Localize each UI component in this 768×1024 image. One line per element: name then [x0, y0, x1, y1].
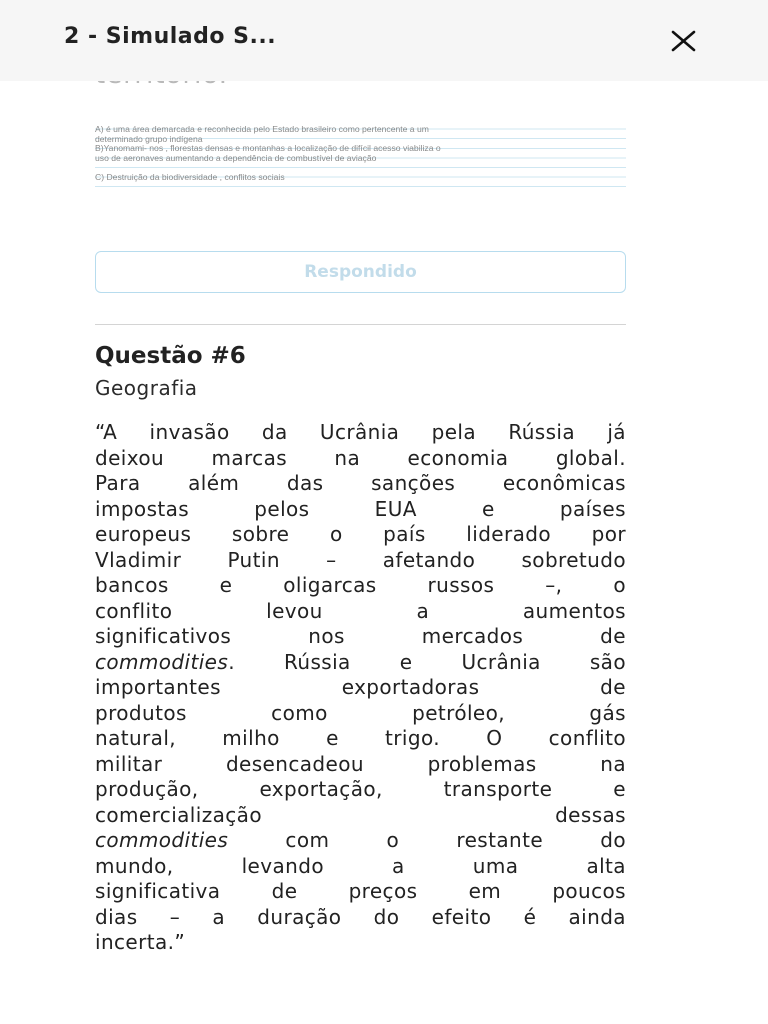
question-word: conflito [548, 726, 626, 750]
question-word: militar [95, 751, 163, 776]
question-word: impostas [95, 496, 190, 521]
page-title: 2 - Simulado S... [64, 24, 277, 49]
question-word: efeito [431, 904, 492, 929]
question-word: da [261, 420, 288, 444]
question-title: Questão #6 [95, 343, 246, 369]
question-word: ainda [568, 904, 626, 929]
question-word: significativos [95, 624, 232, 648]
question-word: produção, [95, 777, 199, 801]
question-word: a [212, 904, 226, 929]
question-text-line [95, 471, 626, 497]
question-text-line [95, 803, 626, 829]
question-word: problemas [427, 751, 537, 776]
question-word: país [383, 522, 426, 546]
question-text-line [95, 930, 626, 956]
question-word: nos [308, 624, 345, 648]
question-word: produtos [95, 700, 187, 725]
question-text-line [95, 497, 626, 523]
question-word: invasão [149, 420, 230, 444]
question-word: Putin [227, 547, 280, 572]
question-word: como [271, 700, 328, 725]
question-word: levou [266, 598, 323, 623]
question-word: exportadoras [341, 675, 480, 699]
question-word: das [286, 471, 324, 495]
question-word: natural, [95, 726, 177, 750]
question-word: o [329, 522, 343, 546]
question-text-line [95, 726, 626, 752]
question-word: –, [545, 573, 563, 597]
question-word: e [326, 726, 339, 750]
question-word: econômicas [502, 471, 626, 495]
question-text-line [95, 777, 626, 803]
question-word: – [169, 904, 181, 929]
question-word: milho [222, 726, 280, 750]
question-word: “A [95, 420, 118, 444]
question-word: marcas [211, 445, 288, 470]
question-word: e [399, 649, 413, 674]
question-word: exportação, [259, 777, 383, 801]
question-word: sobre [231, 522, 290, 546]
question-word: são [589, 649, 626, 674]
question-word: desencadeou [225, 751, 364, 776]
question-word: Ucrânia [461, 649, 541, 674]
question-word: transporte [443, 777, 553, 801]
question-word: levando [241, 853, 324, 878]
question-statement [95, 420, 626, 956]
question-word: e [219, 573, 233, 597]
question-word: aumentos [522, 598, 626, 623]
question-word: Rússia [508, 420, 576, 444]
question-word: a [392, 853, 405, 878]
question-word: deixou [95, 445, 165, 470]
question-word: de [600, 675, 626, 699]
question-word: Ucrânia [319, 420, 400, 444]
question-word: comercialização [95, 802, 262, 827]
question-text-line [95, 675, 626, 701]
question-word: por [591, 522, 626, 546]
question-text-line [95, 599, 626, 625]
header-bar [0, 0, 768, 81]
question-word: é [523, 904, 537, 929]
question-text-line [95, 905, 626, 931]
answer-b-line-1: B)Yanomami- nos , florestas densas e montanhas a localização de difícil acesso viabiliza o [95, 143, 441, 154]
question-word: incerta.” [95, 930, 186, 954]
question-word: poucos [552, 879, 626, 903]
question-word: o [386, 828, 400, 852]
answer-b-line-2: uso de aeronaves aumentando a dependência de combustível de aviação [95, 152, 377, 163]
question-word: do [373, 904, 400, 929]
close-button[interactable] [664, 22, 702, 60]
question-word: commodities [95, 828, 229, 852]
question-word: Vladimir [95, 547, 182, 572]
question-word: países [559, 496, 626, 521]
answer-c-line-1: C) Destruição da biodiversidade , conflitos sociais [95, 172, 285, 183]
question-word: EUA [374, 496, 417, 521]
question-word: na [600, 751, 626, 776]
question-text-line [95, 828, 626, 854]
question-text-line [95, 420, 626, 446]
question-text-line [95, 573, 626, 599]
section-divider [95, 324, 626, 325]
submitted-answer-sheet [95, 120, 626, 195]
question-word: significativa [95, 879, 221, 903]
question-word: uma [472, 853, 519, 878]
question-word: Rússia [283, 649, 351, 674]
question-word: afetando [382, 547, 476, 572]
question-word: sobretudo [521, 547, 626, 572]
question-word: restante [456, 828, 544, 852]
question-word: preços [348, 879, 418, 903]
question-word: importantes [95, 675, 221, 699]
question-word: global. [555, 445, 626, 470]
question-word: duração [257, 904, 342, 929]
question-word: – [326, 547, 337, 572]
question-word: pelos [254, 496, 310, 521]
question-text-line [95, 752, 626, 778]
question-word: sanções [371, 471, 456, 495]
question-word: de [600, 624, 626, 648]
question-word: mercados [421, 624, 524, 648]
question-text-line [95, 522, 626, 548]
question-word: liderado [466, 522, 552, 546]
question-word: mundo, [95, 853, 174, 878]
question-word: O [486, 726, 503, 750]
question-word: trigo. [385, 726, 440, 750]
close-icon [664, 22, 702, 60]
question-word: commodities. [95, 649, 235, 674]
question-word: bancos [95, 573, 169, 597]
question-word: dias [95, 904, 138, 929]
question-word: dessas [555, 802, 626, 827]
answered-button[interactable]: Respondido [95, 251, 626, 293]
question-word: o [613, 573, 626, 597]
question-word: do [600, 828, 626, 852]
question-word: a [416, 598, 430, 623]
question-word: além [188, 471, 240, 495]
question-text-line [95, 624, 626, 650]
question-word: europeus [95, 522, 192, 546]
question-word: gás [589, 700, 626, 725]
question-word: com [285, 828, 330, 852]
question-word: russos [427, 573, 495, 597]
question-word: já [607, 420, 626, 444]
question-word: em [468, 879, 502, 903]
question-subject: Geografia [95, 376, 198, 400]
question-text-line [95, 548, 626, 574]
question-word: petróleo, [412, 700, 506, 725]
question-text-line [95, 854, 626, 880]
question-word: e [482, 496, 495, 521]
answer-a-line-2: determinado grupo indígena [95, 133, 203, 144]
question-text-line [95, 879, 626, 905]
question-text-line [95, 701, 626, 727]
question-word: de [271, 879, 298, 903]
answer-a-line-1: A) é uma área demarcada e reconhecida pelo Estado brasileiro como pertencente a um [95, 124, 429, 134]
question-word: na [334, 445, 361, 470]
question-word: e [613, 777, 626, 801]
question-word: alta [586, 853, 626, 878]
question-word: pela [431, 420, 477, 444]
question-text-line [95, 446, 626, 472]
question-word: economia [407, 445, 509, 470]
question-word: oligarcas [283, 573, 377, 597]
question-text-line [95, 650, 626, 676]
question-word: conflito [95, 598, 173, 623]
question-word: Para [95, 471, 141, 495]
